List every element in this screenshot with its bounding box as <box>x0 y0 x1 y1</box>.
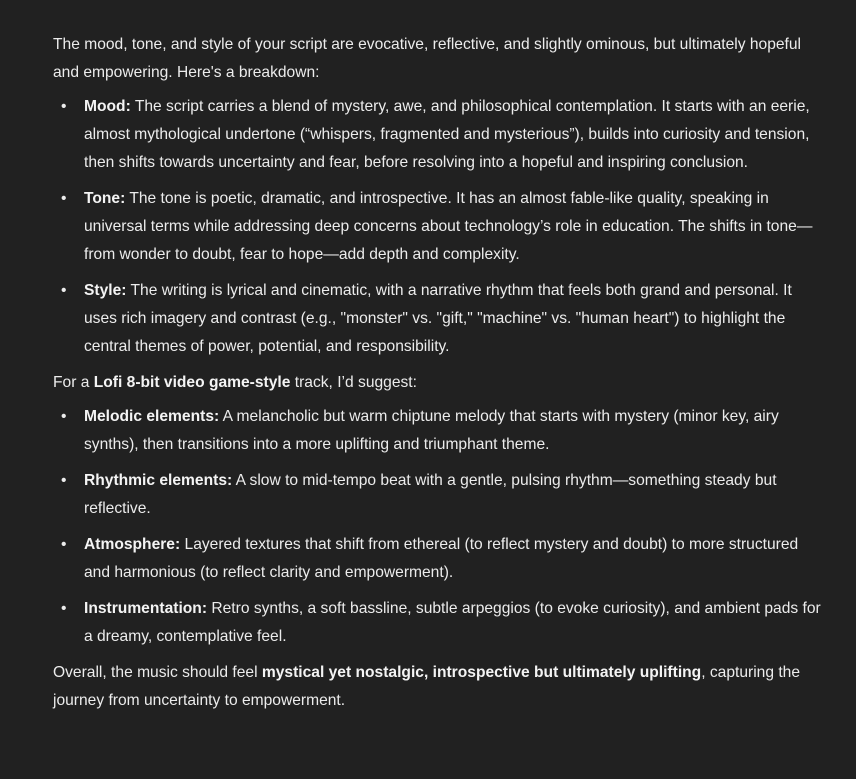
item-label: Style: <box>84 282 127 299</box>
bullet-icon: • <box>61 600 67 617</box>
item-text: Layered textures that shift from ethereal (to reflect mystery and doubt) to more structured and harmonious (to reflect clarity and empowerment). <box>84 536 799 581</box>
list-item-style <box>53 277 826 361</box>
breakdown-list <box>53 93 826 361</box>
list-item-mood <box>53 93 826 177</box>
conclusion-paragraph <box>53 659 826 715</box>
item-text: The tone is poetic, dramatic, and introspective. It has an almost fable-like quality, speaking in universal terms while addressing deep concerns about technology’s role in education. The shifts in tone—from wonder to doubt, fear to hope—add depth and complexity. <box>84 190 813 263</box>
conclusion-bold: mystical yet nostalgic, introspective but ultimately uplifting <box>261 664 702 681</box>
bullet-icon: • <box>61 536 67 553</box>
list-item-tone <box>53 185 826 269</box>
item-label: Tone: <box>84 190 126 207</box>
bullet-icon: • <box>61 282 67 299</box>
item-text: A slow to mid-tempo beat with a gentle, pulsing rhythm—something steady but reflective. <box>84 472 777 517</box>
bullet-icon: • <box>61 98 67 115</box>
item-label: Instrumentation: <box>84 600 208 617</box>
suggestion-paragraph <box>53 369 826 397</box>
elements-list <box>53 403 826 651</box>
suggestion-suffix: track, I’d suggest: <box>290 374 417 391</box>
intro-paragraph: The mood, tone, and style of your script are evocative, reflective, and slightly ominous, but ultimately hopeful and empowering. Here's a breakdown: <box>53 36 802 81</box>
list-item-rhythmic <box>53 467 826 523</box>
item-label: Atmosphere: <box>84 536 181 553</box>
item-label: Melodic elements: <box>84 408 220 425</box>
item-text: A melancholic but warm chiptune melody that starts with mystery (minor key, airy synths), then transitions into a more uplifting and triumphant theme. <box>84 408 779 453</box>
item-text: The writing is lyrical and cinematic, with a narrative rhythm that feels both grand and personal. It uses rich imagery and contrast (e.g., "monster" vs. "gift," "machine" vs. "human heart") to highlight the central themes of power, potential, and responsibility. <box>84 282 792 355</box>
list-item-atmosphere <box>53 531 826 587</box>
item-text: The script carries a blend of mystery, awe, and philosophical contemplation. It starts with an eerie, almost mythological undertone (“whispers, fragmented and mysterious”), builds into curiosity and tension, then shifts towards uncertainty and fear, before resolving into a hopeful and inspiring conclusion. <box>84 98 810 171</box>
list-item-melodic <box>53 403 826 459</box>
bullet-icon: • <box>61 408 67 425</box>
bullet-icon: • <box>61 472 67 489</box>
list-item-instrumentation <box>53 595 826 651</box>
suggestion-prefix: For a <box>53 374 94 391</box>
bullet-icon: • <box>61 190 67 207</box>
conclusion-suffix: , capturing the journey from uncertainty to empowerment. <box>53 664 801 709</box>
suggestion-bold: Lofi 8-bit video game-style <box>93 374 291 391</box>
conclusion-prefix: Overall, the music should feel <box>53 664 262 681</box>
item-label: Mood: <box>84 98 131 115</box>
item-text: Retro synths, a soft bassline, subtle arpeggios (to evoke curiosity), and ambient pads for a dreamy, contemplative feel. <box>84 600 821 645</box>
item-label: Rhythmic elements: <box>84 472 233 489</box>
